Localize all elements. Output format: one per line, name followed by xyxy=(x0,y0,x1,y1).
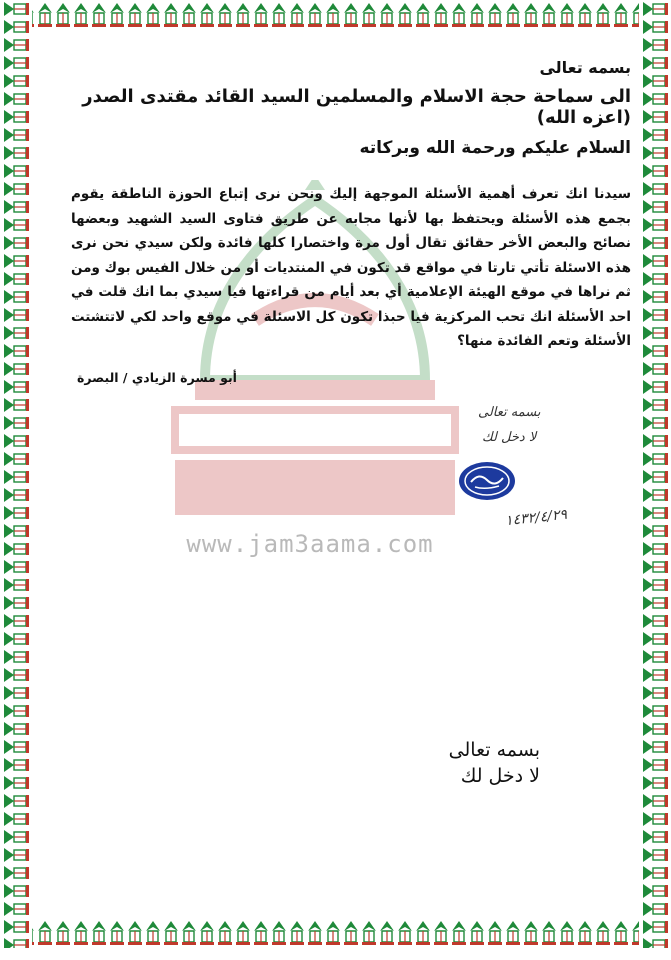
reply-block xyxy=(430,737,540,789)
handwritten-line-1: بسمه تعالى xyxy=(478,405,541,420)
border-right xyxy=(639,0,671,948)
sender-signature: أبو مسرة الزيادي / البصرة xyxy=(77,370,237,385)
watermark-url: www.jam3aama.com xyxy=(186,530,434,558)
reply-line-2: لا دخل لك xyxy=(460,765,540,787)
handwritten-line-2: لا دخل لك xyxy=(482,430,537,445)
letter-body: سيدنا انك تعرف أهمية الأسئلة الموجهة إليك ونحن نرى إتباع الحوزة الناطقة يقوم بجمع هذه الأسئلة ويحتفظ بها لأنها مجابه عن طريق فتاوى السيد الشهيد وبعضها نصائح والبعض الأخر حقائق تقال أول مرة واختصارا كلها فائدة ولكن سيدي نحن نرى هذه الاسئلة تأتي تارتا في مواقع قد تكون في المنتديات أو من خلال الفيس بوك ومن ثم نراها في موقع الهيئة الإعلامية أي بعد أيام من قراءتها فيا سيدي بما انك قلت في احد الأسئلة انك تحب المركزية فيا حبذا تكون كل الاسئلة في موقع واحد لكي لاتتشتت الأسئلة وتعم الفائدة منها؟ xyxy=(71,186,631,349)
addressee: الى سماحة حجة الاسلام والمسلمين السيد القائد مقتدى الصدر (اعزه الله) xyxy=(82,86,631,128)
border-left xyxy=(0,0,32,948)
greeting: بسمه تعالى xyxy=(539,58,631,77)
border-bottom xyxy=(0,918,671,948)
salutation: السلام عليكم ورحمة الله وبركاته xyxy=(359,138,631,158)
reply-line-1: بسمه تعالى xyxy=(448,739,540,761)
handwritten-date: ١٤٣٢/٤/٢٩ xyxy=(504,506,568,530)
seal-stamp xyxy=(457,460,517,502)
border-top xyxy=(0,0,671,30)
